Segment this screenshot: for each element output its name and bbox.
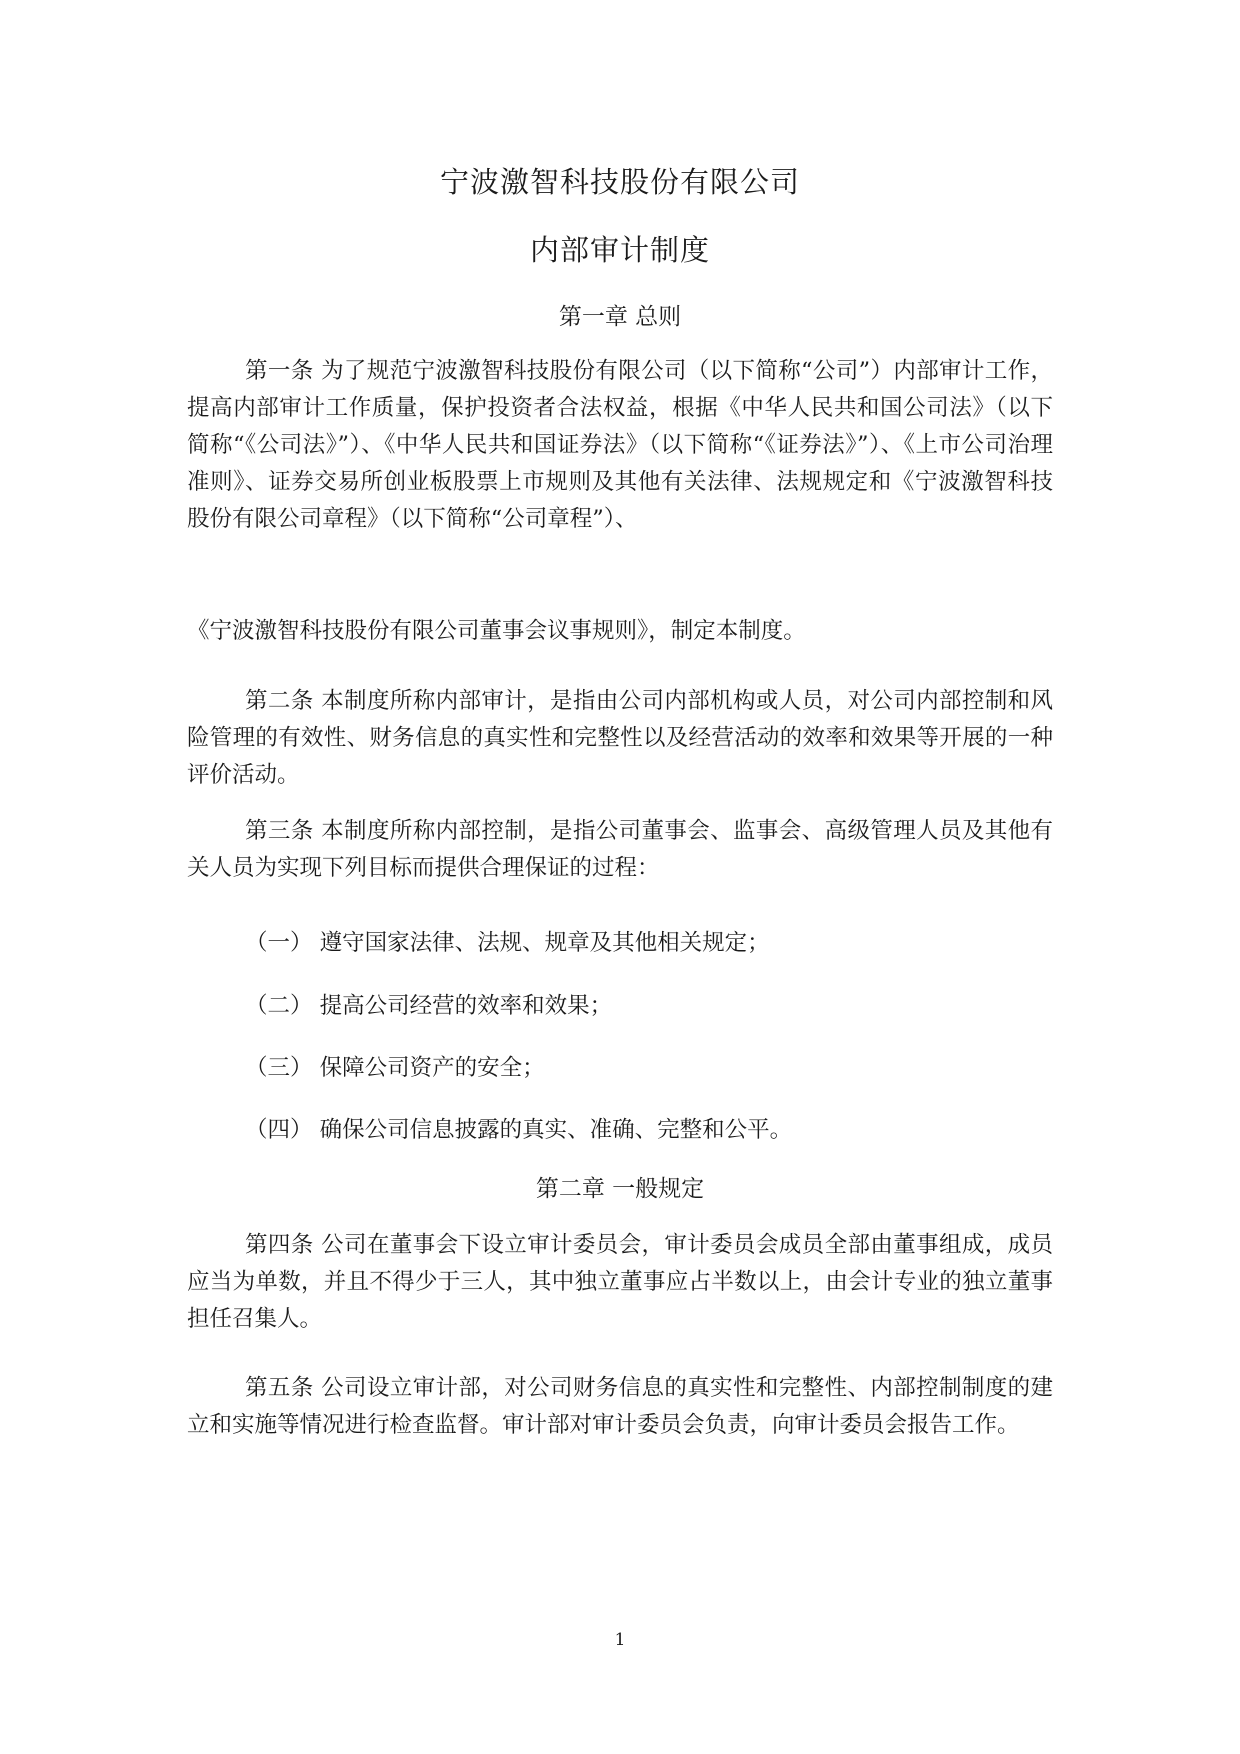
article-3-item-3: （三） 保障公司资产的安全； [245,1055,545,1081]
chapter-1-heading: 第一章 总则 [558,304,682,330]
article-3: 第三条 本制度所称内部控制，是指公司董事会、监事会、高级管理人员及其他有关人员为实现下列目标而提供合理保证的过程： [187,818,1053,881]
article-1: 第一条 为了规范宁波激智科技股份有限公司（以下简称“公司”）内部审计工作，提高内部审计工作质量，保护投资者合法权益，根据《中华人民共和国公司法》（以下简称“《公司法》”）、《中华人民共和国证券法》（以下简称“《证券法》”）、《上市公司治理准则》、证券交易所创业板股票上市规则及其他有关法律、法规规定和《宁波激智科技股份有限公司章程》（以下简称“公司章程”）、 [187,358,1053,532]
article-5: 第五条 公司设立审计部，对公司财务信息的真实性和完整性、内部控制制度的建立和实施等情况进行检查监督。审计部对审计委员会负责，向审计委员会报告工作。 [187,1375,1053,1438]
chapter-2-heading: 第二章 一般规定 [535,1176,705,1202]
article-1-tail: 《宁波激智科技股份有限公司董事会议事规则》，制定本制度。 [187,618,806,644]
article-4: 第四条 公司在董事会下设立审计委员会，审计委员会成员全部由董事组成，成员应当为单数，并且不得少于三人，其中独立董事应占半数以上，由会计专业的独立董事担任召集人。 [187,1232,1053,1332]
article-3-item-2: （二） 提高公司经营的效率和效果； [245,993,613,1019]
article-3-item-1: （一） 遵守国家法律、法规、规章及其他相关规定； [245,930,770,956]
document-title: 内部审计制度 [529,233,710,267]
article-2: 第二条 本制度所称内部审计，是指由公司内部机构或人员，对公司内部控制和风险管理的有效性、财务信息的真实性和完整性以及经营活动的效率和效果等开展的一种评价活动。 [187,688,1053,788]
article-3-item-4: （四） 确保公司信息披露的真实、准确、完整和公平。 [245,1117,793,1143]
page-number: 1 [614,1630,626,1650]
company-title: 宁波激智科技股份有限公司 [439,165,800,199]
